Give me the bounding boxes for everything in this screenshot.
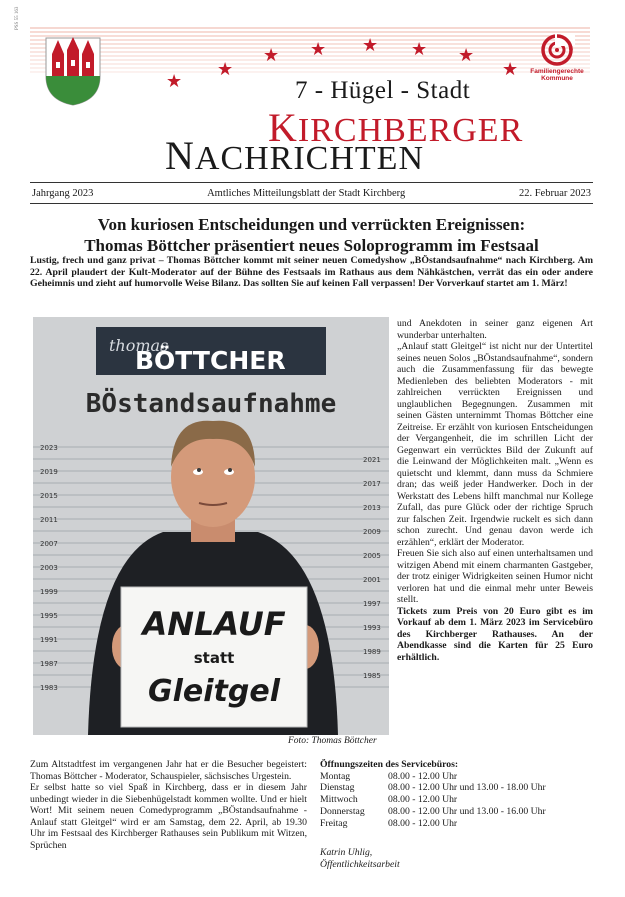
paragraph: und Anekdoten in seiner ganz eigenen Art wunderbar unterhalten.: [397, 318, 593, 341]
year-label: 2021: [363, 456, 381, 464]
svg-text:★: ★: [458, 45, 475, 66]
time: 08.00 - 12.00 Uhr und 13.00 - 18.00 Uhr: [388, 782, 546, 794]
svg-text:★: ★: [411, 39, 428, 60]
day: Montag: [320, 770, 351, 782]
article-bottom-left: [30, 759, 307, 851]
title-n: N: [165, 133, 195, 178]
family-logo-line2: Kommune: [541, 75, 573, 83]
ticket-info: Tickets zum Preis von 20 Euro gibt es im Vorkauf ab dem 1. März 2023 im Servicebüro des Kirchberger Rathauses. An der Abendkasse sind die Karten für 25 Euro erhältlich.: [397, 605, 593, 663]
time: 08.00 - 12.00 Uhr: [388, 794, 458, 806]
spiral-icon: [539, 34, 575, 66]
slogan: 7 - Hügel - Stadt: [295, 77, 471, 104]
svg-text:★: ★: [166, 71, 183, 92]
year-label: 2011: [40, 516, 58, 524]
year-label: 2023: [40, 444, 58, 452]
year-label: 1991: [40, 636, 58, 644]
day: Dienstag: [320, 782, 355, 794]
paragraph: Er selbst hatte so viel Spaß in Kirchberg, dass er in diesem Jahr unbedingt wieder in die Siebenhügelstadt kommen wollte. Und er hielt Wort! Mit seinem neuen Comedyprogramm „BÖstandsaufnahme - Anlauf statt Gleitgel“ wird er am Samstag, dem 22. April, ab 19.30 Uhr im Festsaal des Kirchberger Rathauses sein Publikum mit Witzen, Sprüchen: [30, 782, 307, 851]
year-label: 1995: [40, 612, 58, 620]
issue-date: 22. Februar 2023: [518, 187, 591, 199]
postal-code: PSS 55 163: [15, 6, 20, 30]
svg-text:★: ★: [217, 59, 234, 80]
time: 08.00 - 12.00 Uhr: [388, 770, 458, 782]
volume: Jahrgang 2023: [32, 187, 94, 199]
day: Freitag: [320, 817, 348, 829]
hours-row: [320, 794, 595, 806]
hours-row: [320, 818, 595, 830]
year-label: 1997: [363, 600, 381, 608]
year-label: 2009: [363, 528, 381, 536]
year-label: 2005: [363, 552, 381, 560]
svg-text:★: ★: [502, 59, 519, 80]
paragraph: Freuen Sie sich also auf einen unterhaltsamen und witzigen Abend mit einem charmanten Gastgeber, der trotz einiger Widrigkeiten seinen Humor nicht verloren hat und die einmal mehr unter Beweis stellt.: [397, 548, 593, 605]
year-label: 2015: [40, 492, 58, 500]
year-label: 2019: [40, 468, 58, 476]
photo-caption: Foto: Thomas Böttcher: [288, 736, 377, 746]
day: Donnerstag: [320, 805, 365, 817]
author-role: Öffentlichkeitsarbeit: [320, 858, 400, 870]
opening-hours: [320, 759, 595, 829]
year-label: 2003: [40, 564, 58, 572]
paragraph: Zum Altstadtfest im vergangenen Jahr hat er die Besucher begeistert: Thomas Böttcher - Moderator, Schauspieler, sächsisches Urgestein.: [30, 759, 307, 782]
article-lead: Lustig, frech und ganz privat – Thomas Böttcher kommt mit seiner neuen Comedyshow „BÖstandsaufnahme“ nach Kirchberg. Am 22. April plaudert der Kult-Moderator auf der Bühne des Festsaals im Rathaus aus dem Nähkästchen, verrät das ein oder andere Geheimnis und zieht auf humorvolle Weise Bilanz. Das sollten Sie auf keinen Fall verpassen! Der Vorverkauf startet am 1. März!: [30, 255, 593, 290]
headline-line2: Thomas Böttcher präsentiert neues Soloprogramm im Festsaal: [84, 236, 539, 255]
hours-heading: Öffnungszeiten des Servicebüros:: [320, 759, 459, 770]
hours-row: [320, 771, 595, 783]
year-label: 1989: [363, 648, 381, 656]
family-logo-line1: Familiengerechte: [530, 68, 584, 75]
poster-name-big: BÖTTCHER: [135, 346, 286, 375]
year-label: 1999: [40, 588, 58, 596]
day: Mittwoch: [320, 794, 358, 806]
info-bar: [30, 182, 593, 204]
title-kirch-rest: IRCHBERGER: [297, 112, 524, 149]
sign-line3: Gleitgel: [148, 674, 280, 709]
title-nachrichten: [165, 132, 424, 179]
title-k: K: [268, 105, 298, 150]
year-label: 2017: [363, 480, 381, 488]
poster-name-small: thomas: [109, 336, 169, 355]
paragraph: „Anlauf statt Gleitgel“ ist nicht nur der Untertitel seines neuen Solos „BÖstandsaufnahme“, sondern auch die Zusammenfassung für das bewegte Medienleben des beliebten Moderators - mit zahlreichen verrückten Ereignissen und unglaublichen Begegnungen. Zusammen mit seinen Gästen unternimmt Thomas Böttcher eine Zeitreise. Er erzählt von kuriosen Entscheidungen der Vergangenheit, die im schrillen Licht der Gegenwart ein verrücktes Bild der Zukunft auf die Leinwand der Möglichkeiten malt. „Wenn es quietscht und klemmt, dann muss da Schmiere dran; das weiß jeder Handwerker. Doch in der Werkstatt des Lebens hilft manchmal nur Kollege Zufall, das pure Glück oder der richtige Spruch zur falschen Zeit. Irgendwie ruckelt es sich dann schon zurecht. Und genau davon werde ich erzählen“, erklärt der Moderator.: [397, 341, 593, 548]
sign-line1: ANLAUF: [142, 605, 286, 643]
article-headline: [30, 214, 593, 256]
author-name: Katrin Uhlig,: [320, 847, 373, 858]
article-right-column: [397, 318, 593, 663]
svg-text:★: ★: [263, 45, 280, 66]
comedian-poster: [33, 317, 389, 735]
coat-of-arms-icon: [44, 36, 102, 106]
poster-show-title: BÖstandsaufnahme: [85, 389, 337, 419]
year-label: 1983: [40, 684, 58, 692]
family-friendly-logo: [527, 34, 587, 82]
year-label: 2007: [40, 540, 58, 548]
publication-subtitle: Amtliches Mitteilungsblatt der Stadt Kirchberg: [207, 187, 406, 199]
svg-text:★: ★: [362, 35, 379, 56]
title-nach-rest: ACHRICHTEN: [194, 140, 424, 177]
year-label: 1993: [363, 624, 381, 632]
hours-row: [320, 806, 595, 818]
year-label: 2013: [363, 504, 381, 512]
year-label: 1985: [363, 672, 381, 680]
svg-text:★: ★: [310, 39, 327, 60]
author: [320, 847, 400, 870]
time: 08.00 - 12.00 Uhr: [388, 817, 458, 829]
hours-row: [320, 782, 595, 794]
year-label: 2001: [363, 576, 381, 584]
time: 08.00 - 12.00 Uhr und 13.00 - 16.00 Uhr: [388, 805, 546, 817]
article-photo: [33, 317, 389, 735]
year-label: 1987: [40, 660, 58, 668]
headline-line1: Von kuriosen Entscheidungen und verrückten Ereignissen:: [97, 215, 526, 234]
sign-line2: statt: [193, 649, 235, 667]
